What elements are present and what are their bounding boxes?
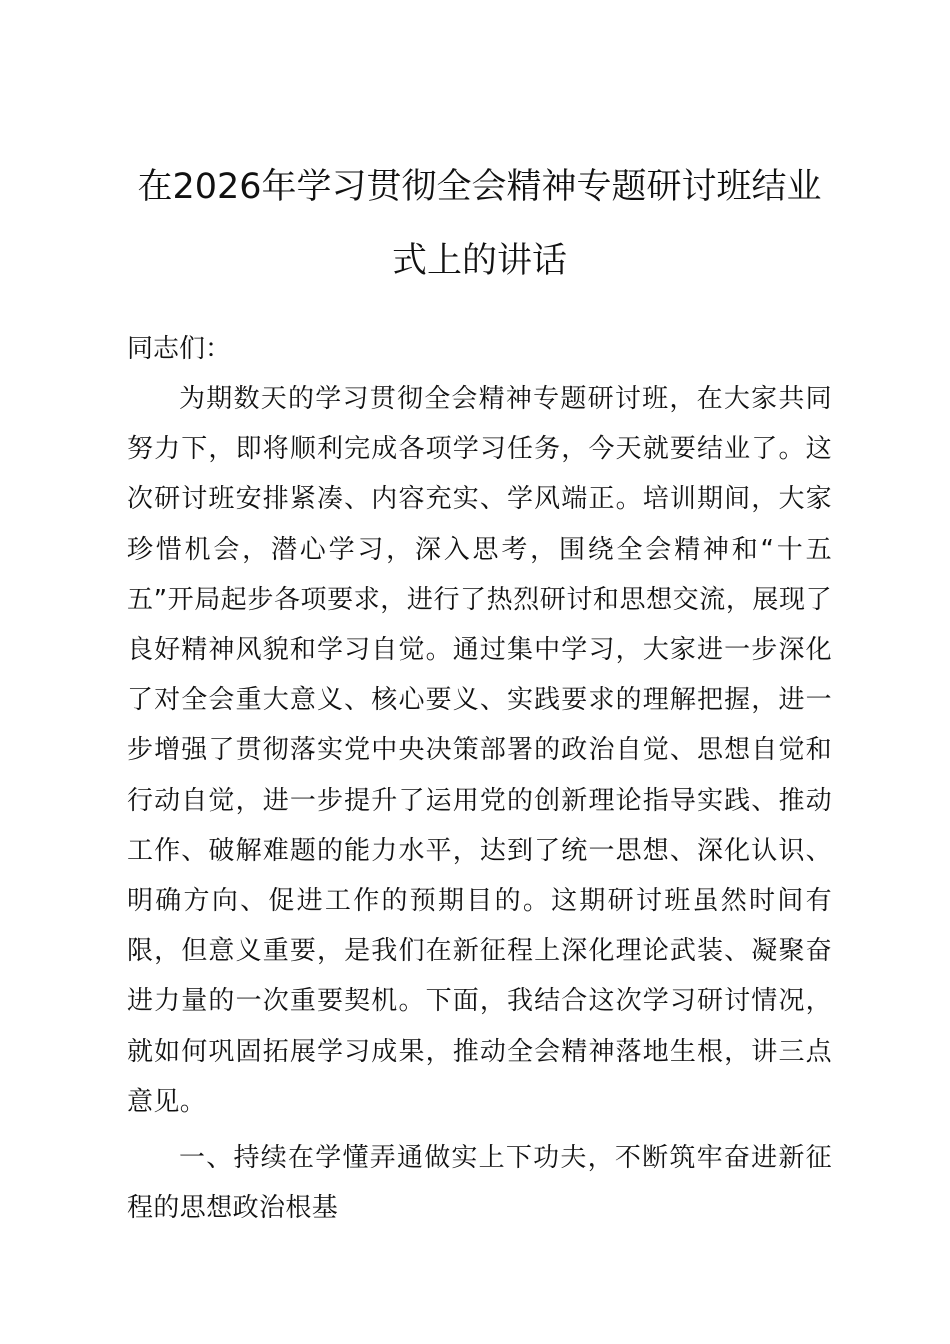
section-heading: 一、持续在学懂弄通做实上下功夫，不断筑牢奋进新征程的思想政治根基 [127,1143,832,1224]
document-page [127,150,832,1233]
document-title: 在2026年学习贯彻全会精神专题研讨班结业式上的讲话 [137,167,822,281]
salutation: 同志们： [127,334,232,364]
body-paragraph: 为期数天的学习贯彻全会精神专题研讨班，在大家共同努力下，即将顺利完成各项学习任务，今天就要结业了。这次研讨班安排紧凑、内容充实、学风端正。培训期间，大家珍惜机会，潜心学习，深入思考，围绕全会精神和“十五五”开局起步各项要求，进行了热烈研讨和思想交流，展现了良好精神风貌和学习自觉。通过集中学习，大家进一步深化了对全会重大意义、核心要义、实践要求的理解把握，进一步增强了贯彻落实党中央决策部署的政治自觉、思想自觉和行动自觉，进一步提升了运用党的创新理论指导实践、推动工作、破解难题的能力水平，达到了统一思想、深化认识、明确方向、促进工作的预期目的。这期研讨班虽然时间有限，但意义重要，是我们在新征程上深化理论武装、凝聚奋进力量的一次重要契机。下面，我结合这次学习研讨情况，就如何巩固拓展学习成果，推动全会精神落地生根，讲三点意见。 [127,384,832,1117]
